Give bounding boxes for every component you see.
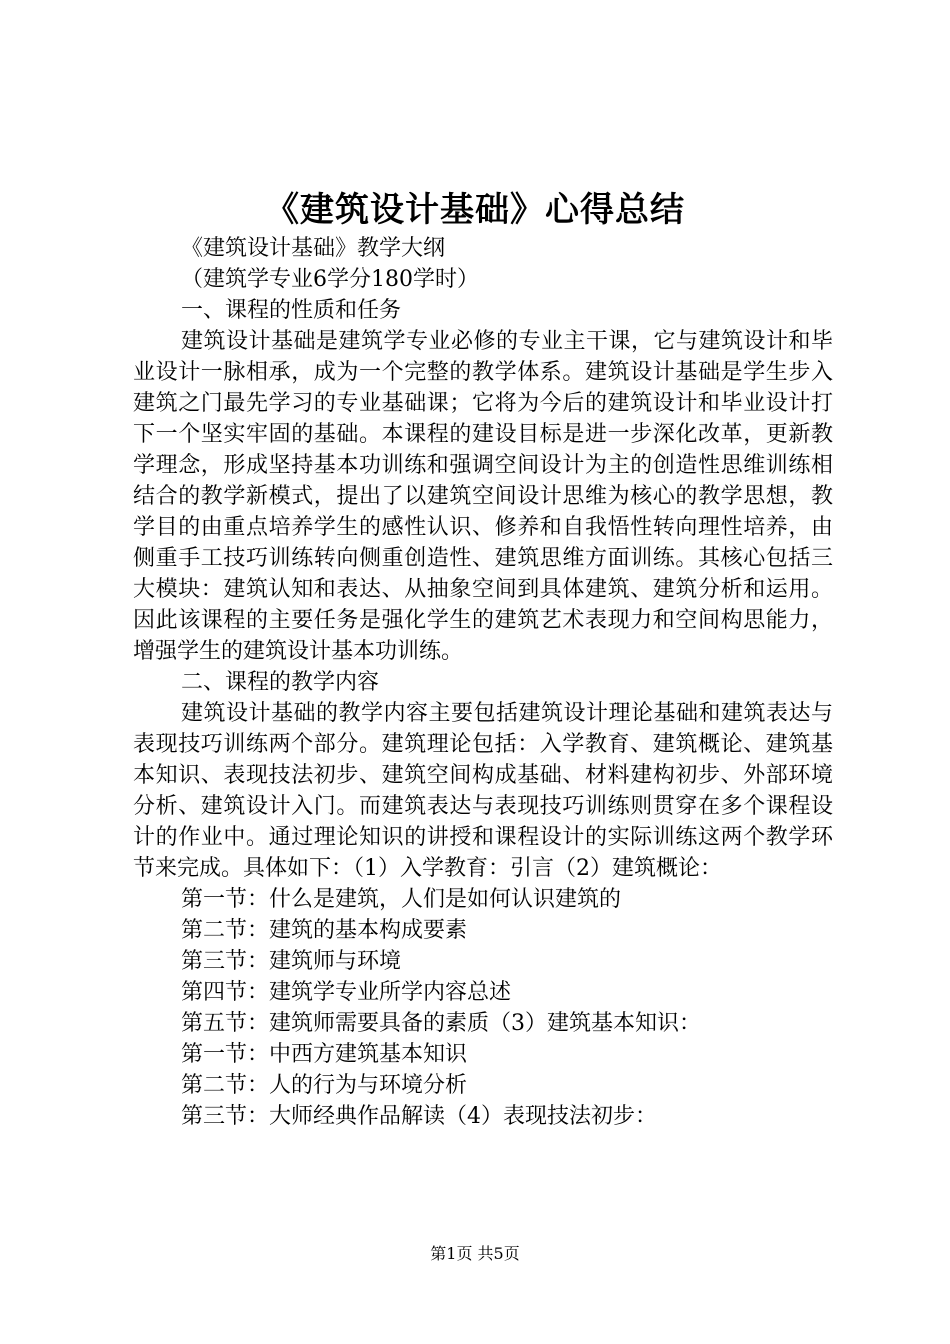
document-title: 《建筑设计基础》心得总结 [265,190,685,230]
paragraph-course-nature: 建筑设计基础是建筑学专业必修的专业主干课，它与建筑设计和毕业设计一脉相承，成为一个完整的教学体系。建筑设计基础是学生步入建筑之门最先学习的专业基础课；它将为今后的建筑设计和毕业设计打下一个坚实牢固的基础。本课程的建设目标是进一步深化改革，更新教学理念，形成坚持基本功训练和强调空间设计为主的创造性思维训练相结合的教学新模式，提出了以建筑空间设计思维为核心的教学思想，教学目的由重点培养学生的感性认识、修养和自我悟性转向理性培养，由侧重手工技巧训练转向侧重创造性、建筑思维方面训练。其核心包括三大模块：建筑认知和表达、从抽象空间到具体建筑、建筑分析和运用。因此该课程的主要任务是强化学生的建筑艺术表现力和空间构思能力，增强学生的建筑设计基本功训练。 [133,329,833,664]
list-item: 第二节：建筑的基本构成要素 [181,918,468,943]
list-item: 第一节：中西方建筑基本知识 [181,1042,468,1067]
list-item: 第四节：建筑学专业所学内容总述 [181,980,512,1005]
section-heading-1: 一、课程的性质和任务 [181,298,402,323]
paragraph-course-content: 建筑设计基础的教学内容主要包括建筑设计理论基础和建筑表达与表现技巧训练两个部分。建筑理论包括：入学教育、建筑概论、建筑基本知识、表现技法初步、建筑空间构成基础、材料建构初步、外部环境分析、建筑设计入门。而建筑表达与表现技巧训练则贯穿在多个课程设计的作业中。通过理论知识的讲授和课程设计的实际训练这两个教学环节来完成。具体如下：（1）入学教育：引言（2）建筑概论： [133,701,833,881]
page-number-footer: 第1页 共5页 [430,1244,520,1263]
section-heading-2: 二、课程的教学内容 [181,670,380,695]
list-item: 第五节：建筑师需要具备的素质（3）建筑基本知识： [181,1011,701,1036]
list-item: 第三节：建筑师与环境 [181,949,402,974]
list-item: 第一节：什么是建筑，人们是如何认识建筑的 [181,887,622,912]
list-item: 第三节：大师经典作品解读（4）表现技法初步： [181,1104,657,1129]
paragraph-credit-info: （建筑学专业6学分180学时） [181,267,479,292]
list-item: 第二节：人的行为与环境分析 [181,1073,468,1098]
paragraph-syllabus-title: 《建筑设计基础》教学大纲 [181,236,446,261]
document-body [133,233,833,1132]
